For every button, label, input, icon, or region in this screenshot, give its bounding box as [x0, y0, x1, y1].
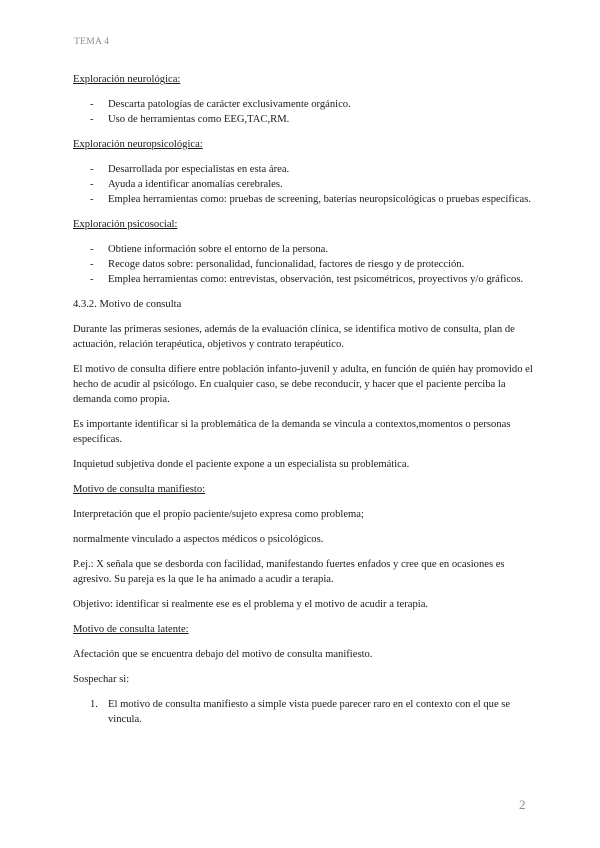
list-item	[73, 177, 533, 192]
list-item	[73, 192, 533, 207]
list-item-text: Descarta patologías de carácter exclusivamente orgánico.	[108, 99, 351, 110]
item-number: 1.	[90, 699, 98, 710]
list-item-text: Emplea herramientas como: entrevistas, observación, test psicométricos, proyectivos y/o gráficos.	[108, 274, 524, 285]
numbered-list	[73, 697, 533, 727]
list-item	[73, 242, 533, 257]
list-item	[73, 97, 533, 112]
numbered-item-text: El motivo de consulta manifiesto a simple vista puede parecer raro en el contexto con el que se vincula.	[108, 699, 511, 725]
paragraph: Es importante identificar si la problemática de la demanda se vincula a contextos,momentos o personas específicas.	[73, 419, 511, 445]
list-item	[73, 272, 533, 287]
page-number: 2	[519, 797, 526, 812]
page-content	[73, 72, 533, 727]
paragraph: Sospechar si:	[73, 674, 130, 685]
paragraph: P.ej.: X señala que se desborda con facilidad, manifestando fuertes enfados y cree que en ocasiones es agresivo. Su pareja es la que le ha animado a acudir a terapia.	[73, 559, 505, 585]
dash-bullet: -	[90, 99, 94, 110]
subsection-heading: 4.3.2. Motivo de consulta	[73, 299, 182, 310]
numbered-item	[73, 697, 533, 727]
list-neurologica	[73, 97, 533, 127]
paragraph: Afectación que se encuentra debajo del motivo de consulta manifiesto.	[73, 649, 373, 660]
list-item-text: Desarrollada por especialistas en esta área.	[108, 164, 290, 175]
dash-bullet: -	[90, 194, 94, 205]
section-title-neurologica: Exploración neurológica:	[73, 74, 181, 85]
list-item-text: Obtiene información sobre el entorno de la persona.	[108, 244, 329, 255]
dash-bullet: -	[90, 259, 94, 270]
list-item-text: Recoge datos sobre: personalidad, funcionalidad, factores de riesgo y de protección.	[108, 259, 465, 270]
running-header: TEMA 4	[74, 37, 110, 47]
paragraph: El motivo de consulta difiere entre población infanto-juvenil y adulta, en función de quién hay promovido el hecho de acudir al psicólogo. En cualquier caso, se debe reconducir, y hacer que el paciente perciba la demanda como propia.	[73, 364, 533, 405]
list-item	[73, 112, 533, 127]
section-title-neuropsicologica: Exploración neuropsicológica:	[73, 139, 203, 150]
section-title-latente: Motivo de consulta latente:	[73, 624, 189, 635]
list-neuropsicologica	[73, 162, 533, 207]
section-title-psicosocial: Exploración psicosocial:	[73, 219, 178, 230]
paragraph: Interpretación que el propio paciente/sujeto expresa como problema;	[73, 509, 364, 520]
section-title-manifiesto: Motivo de consulta manifiesto:	[73, 484, 206, 495]
list-psicosocial	[73, 242, 533, 287]
dash-bullet: -	[90, 244, 94, 255]
dash-bullet: -	[90, 274, 94, 285]
dash-bullet: -	[90, 164, 94, 175]
paragraph: normalmente vinculado a aspectos médicos o psicológicos.	[73, 534, 324, 545]
list-item	[73, 257, 533, 272]
list-item-text: Ayuda a identificar anomalías cerebrales.	[108, 179, 283, 190]
paragraph: Inquietud subjetiva donde el paciente expone a un especialista su problemática.	[73, 459, 410, 470]
paragraph: Objetivo: identificar si realmente ese es el problema y el motivo de acudir a terapia.	[73, 599, 429, 610]
dash-bullet: -	[90, 114, 94, 125]
paragraph: Durante las primeras sesiones, además de la evaluación clínica, se identifica motivo de consulta, plan de actuación, relación terapéutica, objetivos y contrato terapéutico.	[73, 324, 515, 350]
list-item	[73, 162, 533, 177]
list-item-text: Uso de herramientas como EEG,TAC,RM.	[108, 114, 290, 125]
dash-bullet: -	[90, 179, 94, 190]
list-item-text: Emplea herramientas como: pruebas de screening, baterías neuropsicológicas o pruebas específicas.	[108, 194, 531, 205]
